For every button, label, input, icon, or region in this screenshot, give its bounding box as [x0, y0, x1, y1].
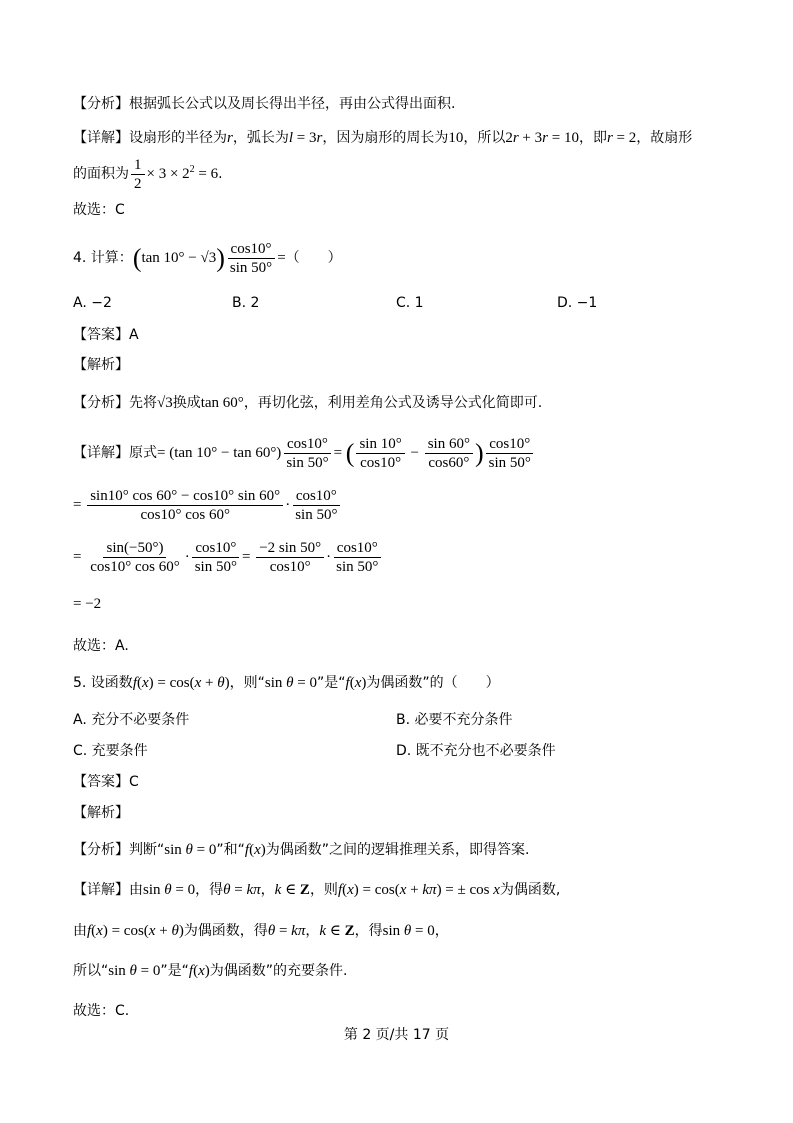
detail-text: ，得	[354, 923, 383, 939]
detail-text: ，	[434, 923, 449, 939]
detail-text: 由	[129, 882, 143, 898]
math-sin-theta-0: sin θ = 0	[143, 882, 196, 898]
math-fx: f(x)	[345, 675, 367, 691]
math-fx: f(x)	[188, 963, 210, 979]
detail-text: ，	[260, 882, 275, 898]
q5-detail-1	[73, 880, 560, 900]
detail-text: 原式	[129, 444, 157, 461]
math-fx-cos: f(x) = cos(x + kπ) = ± cos x	[337, 882, 500, 898]
q4-analysis	[73, 393, 542, 413]
analysis-text: 先将	[129, 395, 157, 411]
p3-detail-line	[73, 128, 692, 148]
math-theta-kpi: θ = kπ	[223, 882, 261, 898]
q5-answer	[73, 772, 139, 792]
q5-option-b: B. 必要不充分条件	[396, 712, 513, 728]
q4-detail-4	[73, 594, 101, 614]
detail-text: ，即	[578, 130, 607, 146]
detail-text: ，所以	[463, 130, 506, 146]
detail-text: ，	[305, 923, 320, 939]
detail-text: 由	[73, 923, 87, 939]
q5-option-d: D. 既不充分也不必要条件	[396, 743, 556, 759]
detail-text: ，故扇形	[636, 130, 693, 146]
math-r-eq-2: r = 2	[606, 130, 637, 146]
math-sin-theta-0: sin θ = 0	[108, 963, 161, 979]
q5-jiexi: 【解析】	[73, 805, 129, 821]
math-tan60: tan 60°	[200, 395, 244, 411]
question-number: 5. 设函数	[73, 675, 133, 691]
analysis-text: 判断“	[129, 842, 165, 858]
math-step-3: = $\frac{\sin(-50^\circ)}{\cos 10^\circ \cos 60^\circ}$ · $\frac{\cos 10^\circ}{\sin 50^\circ}$ = $\frac{-2 \sin 50^\circ}{\cos 10^\circ}$ · $\frac{\cos 10^\circ}{\sin 50^\circ}$	[73, 549, 383, 565]
detail-tag: 【详解】	[73, 444, 129, 461]
detail-text: 为偶函数,	[499, 882, 561, 898]
question-text: ”是“	[317, 675, 346, 691]
answer-tag: 【答案】	[73, 774, 129, 790]
math-10: 10	[448, 130, 464, 146]
math-k-in-z: k ∈ Z	[319, 923, 355, 939]
math-sqrt3: √3	[157, 395, 173, 411]
analysis-text: 换成	[172, 395, 201, 411]
detail-text: ，因为扇形的周长为	[322, 130, 449, 146]
q4-stem	[73, 240, 342, 277]
detail-text: ，得	[195, 882, 224, 898]
answer-value: C	[129, 774, 139, 790]
q5-detail-3	[73, 961, 347, 981]
q4-option-b: B. 2	[232, 295, 260, 311]
analysis-tag: 【分析】	[73, 395, 129, 411]
detail-text: 的面积为	[73, 165, 129, 182]
math-area: $\frac{1}{2}$ × $3 \times 2^2 = 6$	[129, 166, 218, 182]
q5-analysis	[73, 840, 529, 860]
detail-text: 为偶函数，得	[183, 923, 268, 939]
q5-option-c: C. 充要条件	[73, 743, 148, 759]
question-blank: （ ）	[285, 249, 342, 266]
detail-text: ，则	[309, 882, 338, 898]
q4-detail-2	[73, 487, 342, 524]
question-number: 4. 计算：	[73, 249, 133, 266]
analysis-text: 为偶函数”之间的逻辑推理关系，即得答案.	[265, 842, 530, 858]
q5-detail-2	[73, 921, 449, 941]
detail-text: 为偶函数”的充要条件.	[209, 963, 348, 979]
p3-answer-line	[73, 200, 125, 220]
detail-text: 所以“	[73, 963, 109, 979]
analysis-tag: 【分析】	[73, 96, 129, 112]
question-text: ，则“	[229, 675, 265, 691]
math-fx: f(x)	[244, 842, 266, 858]
math-theta-kpi: θ = kπ	[267, 923, 306, 939]
math-r: r	[227, 130, 233, 146]
detail-text: ”是“	[160, 963, 189, 979]
math-sin-theta-0: sin θ = 0	[164, 842, 217, 858]
q4-answer	[73, 325, 139, 345]
detail-text: 设扇形的半径为	[129, 130, 227, 146]
detail-tag: 【详解】	[73, 130, 129, 146]
q5-final: 故选：C.	[73, 1003, 130, 1019]
q5-option-a: A. 充分不必要条件	[73, 712, 190, 728]
detail-text: ，弧长为	[232, 130, 289, 146]
q4-final: 故选：A.	[73, 638, 129, 654]
q4-jiexi: 【解析】	[73, 357, 129, 373]
math-fx-def: f(x) = cos(x + θ)	[132, 675, 230, 691]
q4-option-d: D. −1	[557, 295, 598, 311]
p3-area-line: 的面积为 $\frac{1}{2}$ × $3 \times 2^2 = 6$.	[73, 157, 223, 192]
q5-stem	[73, 673, 500, 693]
math-l-eq-3r: l = 3r	[288, 130, 323, 146]
page-footer: 第 2 页/共 17 页	[343, 1027, 450, 1043]
math-step-1: = (tan 10° − tan 60°) $\frac{\cos 10^\circ}{\sin 50^\circ}$ = ( $\frac{\sin 10^\circ}{\cos 10^\circ}$ − $\frac{\sin 60^\circ}{\cos 60^\circ}$ ) $\frac{\cos 10^\circ}{\sin 50^\circ}$	[157, 445, 536, 461]
p3-analysis-line	[73, 94, 455, 114]
question-text: 为偶函数”的（ ）	[366, 675, 500, 691]
math-sin-theta-0: sin θ = 0	[264, 675, 317, 691]
q4-detail-3	[73, 539, 383, 576]
math-k-in-z: k ∈ Z	[274, 882, 310, 898]
math-sin-theta-0: sin θ = 0	[382, 923, 435, 939]
answer-line: 故选：C	[73, 202, 125, 218]
math-perimeter: 2r + 3r = 10	[505, 130, 579, 146]
q4-option-c: C. 1	[396, 295, 424, 311]
answer-tag: 【答案】	[73, 327, 129, 343]
answer-value: A	[129, 327, 139, 343]
math-step-2: = $\frac{\sin 10^\circ \cos 60^\circ - \cos 10^\circ \sin 60^\circ}{\cos 10^\circ \cos 60^\circ}$ · $\frac{\cos 10^\circ}{\sin 50^\circ}$	[73, 497, 342, 513]
analysis-text: 根据弧长公式以及周长得出半径，再由公式得出面积.	[129, 96, 456, 112]
math-step-4: = −2	[73, 596, 102, 612]
detail-tag: 【详解】	[73, 882, 129, 898]
analysis-tag: 【分析】	[73, 842, 129, 858]
math-fx-def: f(x) = cos(x + θ)	[87, 923, 184, 939]
math-q4-expression: (tan 10° − √3) $\frac{\cos 10^\circ}{\sin 50^\circ}$ =	[132, 241, 286, 276]
q4-detail-1	[73, 435, 536, 472]
analysis-text: ”和“	[216, 842, 245, 858]
q4-option-a: A. −2	[73, 295, 112, 311]
analysis-text: ，再切化弦，利用差角公式及诱导公式化简即可.	[243, 395, 543, 411]
